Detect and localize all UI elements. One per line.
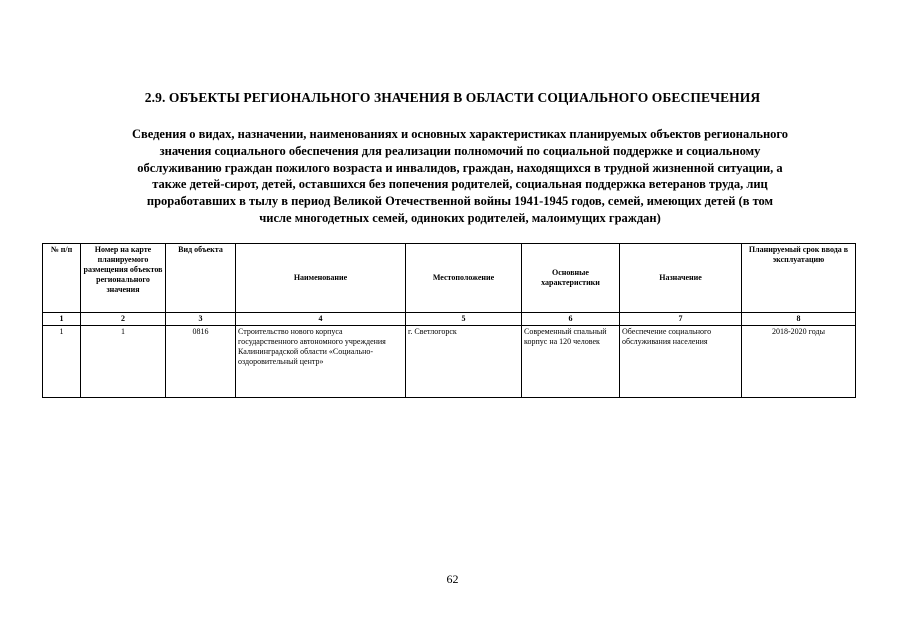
table-row (43, 326, 856, 398)
cell-object-type: 0816 (166, 326, 236, 398)
cell-number: 1 (43, 326, 81, 398)
description-line: Сведения о видах, назначении, наименованиях и основных характеристиках планируемых объектов регионального (131, 127, 789, 141)
description-line: проработавших в тылу в период Великой Отечественной войны 1941-1945 годов, семей, имеющих детей (в том (146, 194, 774, 209)
column-number: 7 (620, 313, 742, 326)
column-number: 5 (406, 313, 522, 326)
column-number: 2 (81, 313, 166, 326)
column-number: 1 (43, 313, 81, 326)
cell-location: г. Светлогорск (406, 326, 522, 398)
header-number: № п/п (43, 244, 81, 313)
section-description (60, 126, 860, 227)
header-location: Местоположение (406, 244, 522, 313)
cell-name: Строительство нового корпуса государственного автономного учреждения Калининградской области «Социально-оздоровительный центр» (236, 326, 406, 398)
column-number: 8 (742, 313, 856, 326)
header-object-type: Вид объекта (166, 244, 236, 313)
description-line: обслуживанию граждан пожилого возраста и инвалидов, граждан, находящихся в трудной жизненной ситуации, а (137, 160, 783, 175)
cell-purpose: Обеспечение социального обслуживания населения (620, 326, 742, 398)
page-number: 62 (446, 572, 459, 586)
description-line: значения социального обеспечения для реализации полномочий по социальной поддержке и социальному (159, 143, 761, 158)
header-term: Планируемый срок ввода в эксплуатацию (742, 244, 856, 313)
description-line: также детей-сирот, детей, оставшихся без попечения родителей, социальная поддержка ветеранов труда, лиц (152, 177, 768, 192)
header-characteristics: Основные характеристики (522, 244, 620, 313)
header-map-number: Номер на карте планируемого размещения объектов регионального значения (81, 244, 166, 313)
column-numbers-row (43, 313, 856, 326)
header-purpose: Назначение (620, 244, 742, 313)
header-name: Наименование (236, 244, 406, 313)
cell-term: 2018-2020 годы (742, 326, 856, 398)
objects-table (42, 243, 856, 398)
cell-map-number: 1 (81, 326, 166, 398)
section-title: 2.9. ОБЪЕКТЫ РЕГИОНАЛЬНОГО ЗНАЧЕНИЯ В ОБЛАСТИ СОЦИАЛЬНОГО ОБЕСПЕЧЕНИЯ (144, 90, 761, 105)
table-header-row (43, 244, 856, 313)
column-number: 4 (236, 313, 406, 326)
column-number: 6 (522, 313, 620, 326)
column-number: 3 (166, 313, 236, 326)
description-line: числе многодетных семей, одиноких родителей, малоимущих граждан) (259, 210, 661, 225)
cell-characteristics: Современный спальный корпус на 120 человек (522, 326, 620, 398)
